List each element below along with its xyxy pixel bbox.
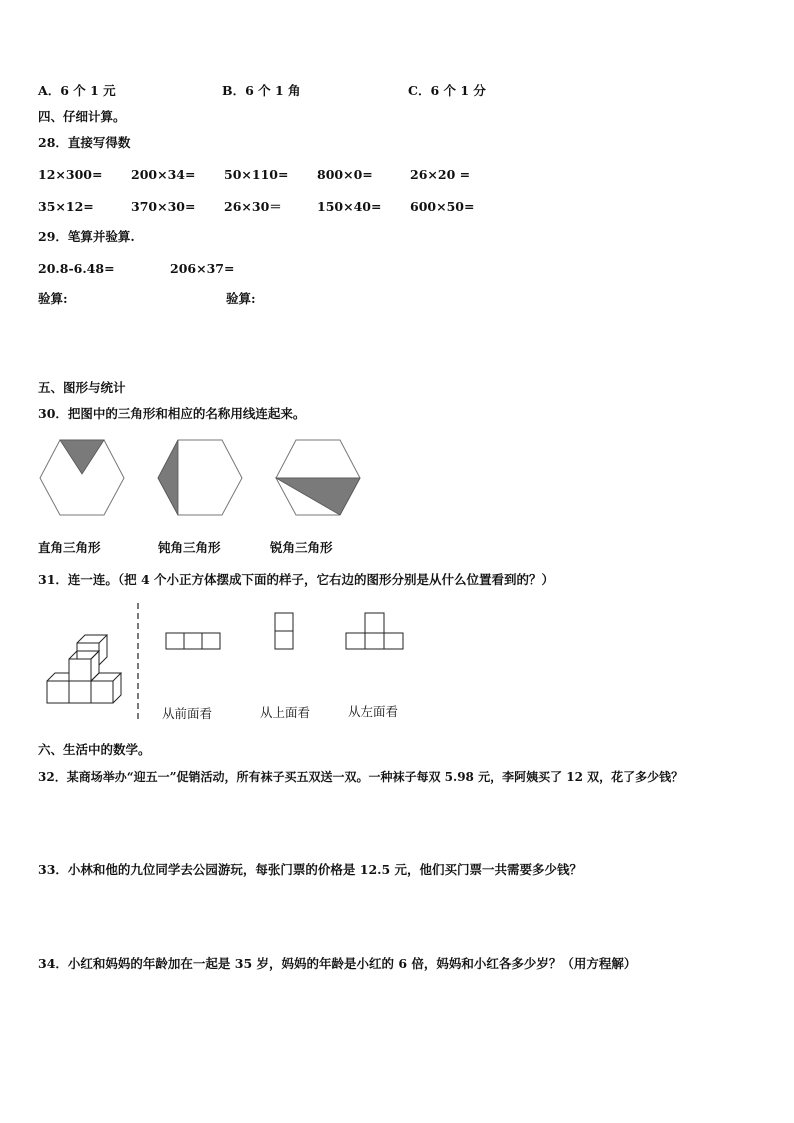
- calc-item: 26×20 =: [410, 167, 471, 182]
- triangle-name[interactable]: 锐角三角形: [270, 540, 333, 555]
- calc-item: 200×34=: [131, 167, 196, 182]
- written-calc-item: 20.8-6.48=: [38, 261, 115, 276]
- q34-text: 34．小红和妈妈的年龄加在一起是 35 岁，妈妈的年龄是小红的 6 倍，妈妈和小红各多少岁？（用方程解）: [38, 956, 637, 971]
- view-label[interactable]: 从上面看: [260, 705, 311, 720]
- shaded-triangle-2: [158, 440, 178, 515]
- calc-item: 35×12=: [38, 199, 94, 214]
- section4-heading: 四、仔细计算。: [38, 109, 126, 124]
- check-label: 验算:: [38, 291, 68, 306]
- view-label[interactable]: 从左面看: [348, 704, 399, 719]
- option-b[interactable]: B．6 个 1 角: [222, 83, 301, 98]
- triangle-name[interactable]: 钝角三角形: [158, 540, 221, 555]
- calc-item: 600×50=: [410, 199, 475, 214]
- hexagon-figures: [0, 430, 794, 560]
- shaded-triangle-3: [276, 478, 360, 515]
- q29-title: 29．笔算并验算.: [38, 229, 135, 244]
- front-view-shape: [166, 633, 220, 649]
- calc-item: 370×30=: [131, 199, 196, 214]
- calc-item: 26×30＝: [224, 199, 282, 214]
- section5-heading: 五、图形与统计: [38, 380, 126, 395]
- triangle-name[interactable]: 直角三角形: [38, 540, 101, 555]
- option-a[interactable]: A．6 个 1 元: [38, 83, 116, 98]
- shaded-triangle-1: [60, 440, 104, 474]
- q31-title: 31．连一连。（把 4 个小正方体摆成下面的样子，它右边的图形分别是从什么位置看到的？）: [38, 572, 555, 587]
- q28-title: 28．直接写得数: [38, 135, 131, 150]
- top-view-shape: [275, 613, 293, 649]
- check-label: 验算:: [226, 291, 256, 306]
- section6-heading: 六、生活中的数学。: [38, 742, 151, 757]
- written-calc-item: 206×37=: [170, 261, 235, 276]
- option-c[interactable]: C．6 个 1 分: [408, 83, 486, 98]
- q32-text: 32．某商场举办“迎五一”促销活动，所有袜子买五双送一双。一种袜子每双 5.98 元，李阿姨买了 12 双，花了多少钱？: [38, 770, 684, 784]
- q33-text: 33．小林和他的九位同学去公园游玩，每张门票的价格是 12.5 元，他们买门票一共需要多少钱？: [38, 862, 583, 877]
- calc-item: 12×300=: [38, 167, 103, 182]
- view-label[interactable]: 从前面看: [162, 706, 213, 721]
- q30-title: 30．把图中的三角形和相应的名称用线连起来。: [38, 406, 306, 421]
- calc-item: 150×40=: [317, 199, 382, 214]
- left-view-shape: [346, 613, 403, 649]
- cube-stack: [47, 635, 121, 703]
- calc-item: 800×0=: [317, 167, 373, 182]
- calc-item: 50×110=: [224, 167, 289, 182]
